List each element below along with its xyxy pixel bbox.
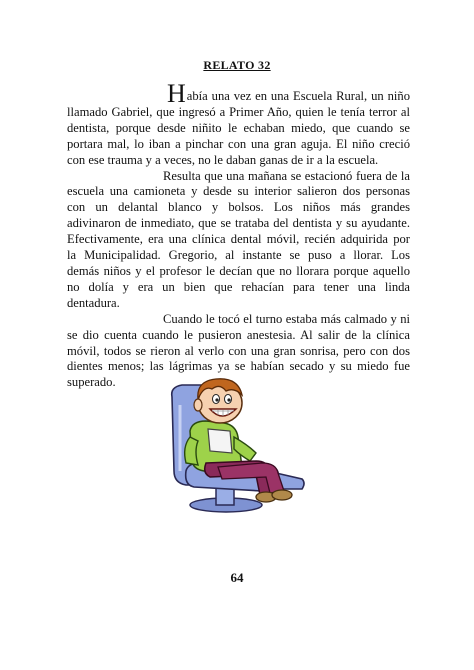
text-line: Resulta que una mañana se estacionó fuera de la [163, 168, 410, 183]
page-title: RELATO 32 [203, 58, 271, 72]
paragraph-1 [67, 79, 410, 169]
text-line: con un delantal blanco y bolsos. Los niños más grandes [67, 200, 410, 215]
text-line: no dolía y era un bien que rehacían para tener una linda [67, 279, 410, 294]
text-line: demás niños y el profesor le decían que no llorara porque aquello [67, 263, 410, 278]
text-line: móvil, todos se rieron al verlo con una gran sonrisa, pero con dos [67, 343, 410, 358]
text-line: dentista, porque desde niñito le echaban miedo, que cuando se [67, 120, 410, 135]
paragraph-2 [67, 169, 410, 312]
text-line: adivinaron de inmediato, que se trataba del dentista y su ayudante. [67, 216, 410, 231]
text-line: con ese trauma y a veces, no le daban ganas de ir a la escuela. [67, 152, 379, 167]
text-line: Cuando le tocó el turno estaba más calmado y ni [163, 311, 410, 326]
text-line: escuela una camioneta y desde su interior salieron dos personas [67, 184, 410, 199]
drop-cap: H [167, 79, 186, 108]
story-body [67, 79, 410, 391]
text-line: la Municipalidad. Gregorio, al instante se puso a llorar. Los [67, 248, 410, 263]
boy-arm [185, 437, 198, 465]
text-line: llamado Gabriel, que ingresó a Primer Año, quien le tenía terror al [67, 104, 410, 119]
text-line: superado. [67, 375, 116, 390]
text-line: dentadura. [67, 295, 120, 310]
text-line: Había una vez en una Escuela Rural, un niño [167, 79, 410, 108]
text-line: dientes menos; las lágrimas ya se habían secado y su miedo fue [67, 359, 410, 374]
dental-bib [208, 429, 232, 453]
text-line: Efectivamente, era una clínica dental móvil, recién adquirida por [67, 232, 410, 247]
text-line: portara mal, lo iban a pinchar con una gran aguja. El niño creció [67, 136, 410, 151]
text-line: se dio cuenta cuando le pusieron anestesia. Al salir de la clínica [67, 327, 410, 342]
boy-in-dental-chair-illustration [164, 375, 312, 515]
page-number: 64 [230, 570, 244, 585]
